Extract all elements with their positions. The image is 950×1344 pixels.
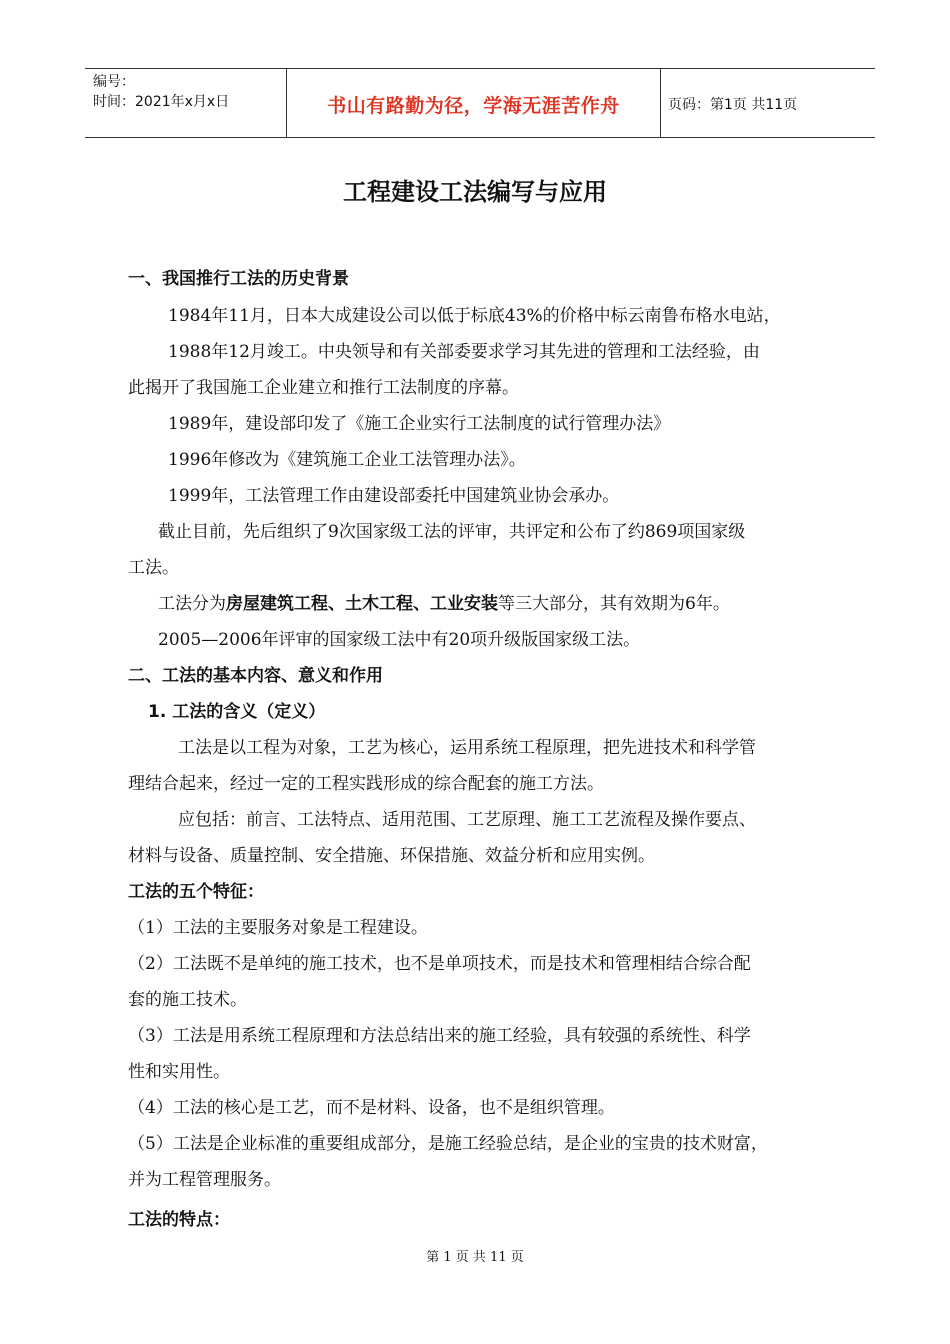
paragraph: 材料与设备、质量控制、安全措施、环保措施、效益分析和应用实例。 bbox=[128, 846, 655, 866]
paragraph: 工法。 bbox=[128, 558, 179, 578]
list-item-continuation: 性和实用性。 bbox=[128, 1062, 230, 1082]
header-meta-cell bbox=[85, 69, 286, 137]
paragraph: 此揭开了我国施工企业建立和推行工法制度的序幕。 bbox=[128, 378, 519, 398]
paragraph: 截止目前，先后组织了9次国家级工法的评审，共评定和公布了约869项国家级 bbox=[158, 522, 746, 542]
document-title: 工程建设工法编写与应用 bbox=[343, 178, 607, 206]
list-item-continuation: 套的施工技术。 bbox=[128, 990, 247, 1010]
text-run: 等三大部分，其有效期为6年。 bbox=[498, 594, 730, 614]
traits-heading: 工法的特点： bbox=[128, 1210, 230, 1230]
page-label: 页码：第1页 共11页 bbox=[668, 97, 798, 113]
header-table bbox=[85, 68, 875, 138]
list-item: （2）工法既不是单纯的施工技术，也不是单项技术，而是技术和管理相结合综合配 bbox=[128, 954, 751, 974]
text-run: 工法分为 bbox=[158, 594, 226, 614]
paragraph: 1996年修改为《建筑施工企业工法管理办法》。 bbox=[168, 450, 526, 470]
paragraph: 理结合起来，经过一定的工程实践形成的综合配套的施工方法。 bbox=[128, 774, 604, 794]
paragraph: 1984年11月，日本大成建设公司以低于标底43%的价格中标云南鲁布格水电站， bbox=[168, 306, 781, 326]
features-heading: 工法的五个特征： bbox=[128, 882, 264, 902]
paragraph: 1988年12月竣工。中央领导和有关部委要求学习其先进的管理和工法经验，由 bbox=[168, 342, 760, 362]
time-label: 时间：2021年x月x日 bbox=[93, 94, 230, 110]
list-item: （1）工法的主要服务对象是工程建设。 bbox=[128, 918, 428, 938]
bold-text-run: 房屋建筑工程、土木工程、工业安装 bbox=[226, 594, 498, 614]
paragraph: 应包括：前言、工法特点、适用范围、工艺原理、施工工艺流程及操作要点、 bbox=[178, 810, 756, 830]
paragraph: 1989年，建设部印发了《施工企业实行工法制度的试行管理办法》 bbox=[168, 414, 671, 434]
page-footer: 第 1 页 共 11 页 bbox=[426, 1250, 524, 1265]
section2-heading: 二、工法的基本内容、意义和作用 bbox=[128, 666, 383, 686]
list-item: （5）工法是企业标准的重要组成部分，是施工经验总结，是企业的宝贵的技术财富， bbox=[128, 1134, 768, 1154]
number-label: 编号： bbox=[93, 74, 135, 90]
paragraph bbox=[158, 593, 730, 615]
list-item-continuation: 并为工程管理服务。 bbox=[128, 1170, 281, 1190]
subsection-heading: 1. 工法的含义（定义） bbox=[148, 702, 326, 722]
list-item: （3）工法是用系统工程原理和方法总结出来的施工经验，具有较强的系统性、科学 bbox=[128, 1026, 751, 1046]
list-item: （4）工法的核心是工艺，而不是材料、设备，也不是组织管理。 bbox=[128, 1098, 615, 1118]
header-page-cell bbox=[660, 69, 875, 137]
header-motto-cell bbox=[286, 69, 661, 137]
motto: 书山有路勤为径，学海无涯苦作舟 bbox=[327, 95, 620, 117]
paragraph: 2005—2006年评审的国家级工法中有20项升级版国家级工法。 bbox=[158, 630, 641, 650]
section1-heading: 一、我国推行工法的历史背景 bbox=[128, 269, 349, 289]
paragraph: 1999年，工法管理工作由建设部委托中国建筑业协会承办。 bbox=[168, 486, 620, 506]
paragraph: 工法是以工程为对象，工艺为核心，运用系统工程原理，把先进技术和科学管 bbox=[178, 738, 756, 758]
